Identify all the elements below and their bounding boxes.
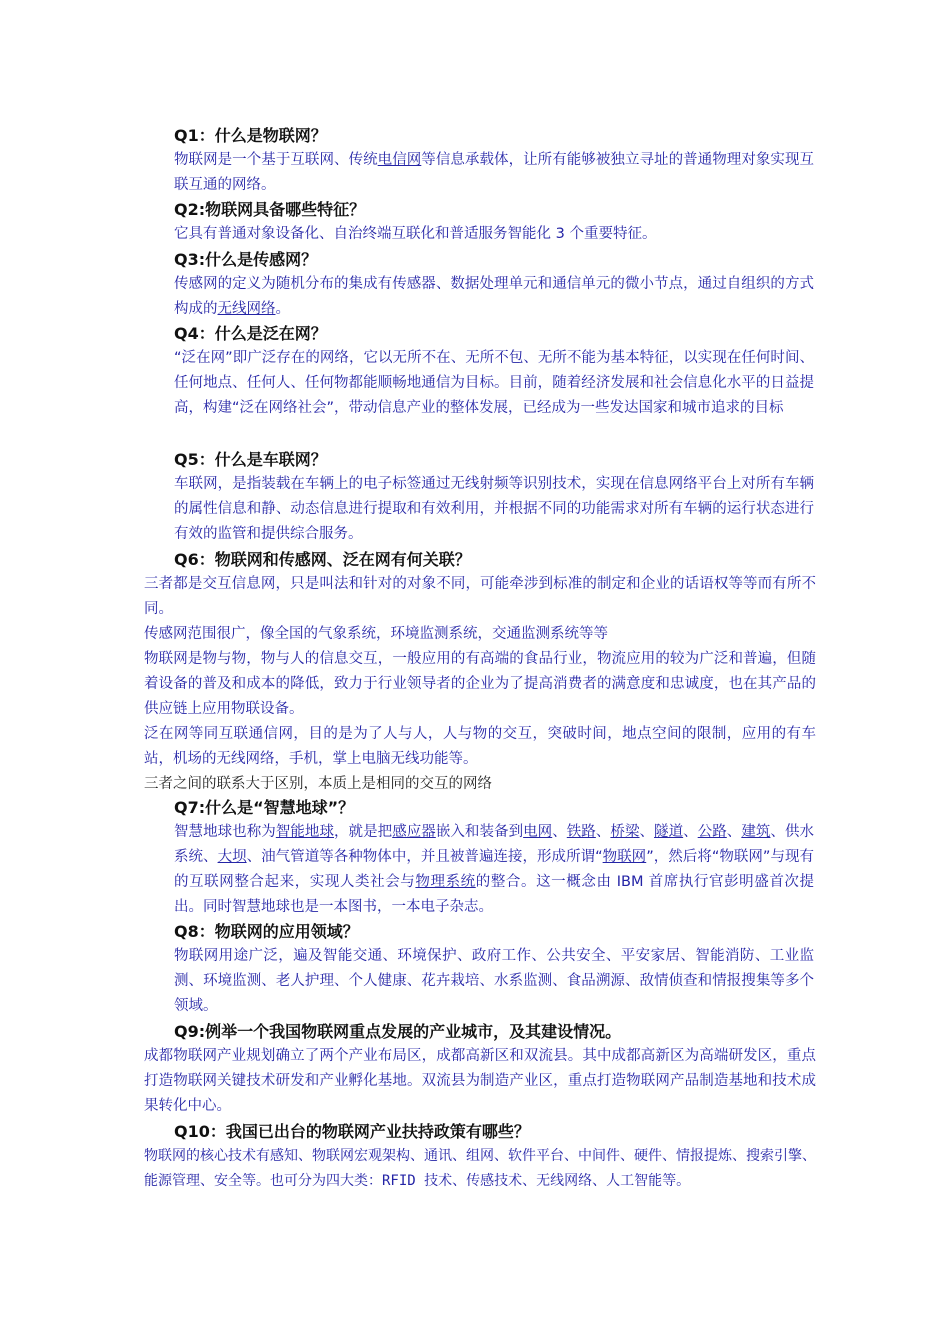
answer-7 xyxy=(174,820,814,920)
answer-7-text-11: ”，然后将“物联网”与现有的互联网整合起来，实现人类社会与 xyxy=(174,849,815,890)
link-physical-system[interactable]: 物理系统 xyxy=(415,874,476,890)
question-9: Q9:例举一个我国物联网重点发展的产业城市，及其建设情况。 xyxy=(174,1022,622,1041)
link-iot[interactable]: 物联网 xyxy=(602,849,647,865)
answer-7-text-8: 、 xyxy=(726,824,742,840)
question-2: Q2:物联网具备哪些特征？ xyxy=(174,200,366,219)
question-5: Q5：什么是车联网？ xyxy=(174,450,327,469)
answer-3-text: 传感网的定义为随机分布的集成有传感器、数据处理单元和通信单元的微小节点，通过自组织的方式构成的 xyxy=(174,276,814,317)
question-4: Q4：什么是泛在网？ xyxy=(174,324,327,343)
answer-6-para-5: 三者之间的联系大于区别，本质上是相同的交互的网络 xyxy=(144,776,492,792)
link-sensor[interactable]: 感应器 xyxy=(392,824,436,840)
link-railway[interactable]: 铁路 xyxy=(566,824,596,840)
answer-6-para-1: 三者都是交互信息网，只是叫法和针对的对象不同，可能牵涉到标准的制定和企业的话语权等等而有所不同。 xyxy=(144,576,816,617)
question-1: Q1：什么是物联网？ xyxy=(174,126,327,145)
link-building[interactable]: 建筑 xyxy=(741,824,771,840)
question-6: Q6：物联网和传感网、泛在网有何关联？ xyxy=(174,550,471,569)
answer-10: 物联网的核心技术有感知、物联网宏观架构、通讯、组网、软件平台、中间件、硬件、情报提炼、搜索引擎、能源管理、安全等。也可分为四大类：RFID 技术、传感技术、无线网络、人工智能等。 xyxy=(144,1148,816,1189)
answer-7-text-6: 、 xyxy=(639,824,655,840)
answer-7-text-4: 、 xyxy=(552,824,567,840)
answer-7-text-5: 、 xyxy=(595,824,611,840)
link-dam[interactable]: 大坝 xyxy=(217,849,247,865)
answer-7-text-3: 嵌入和装备到 xyxy=(435,824,524,840)
answer-7-text-1: 智慧地球也称为 xyxy=(174,824,276,840)
question-10: Q10：我国已出台的物联网产业扶持政策有哪些？ xyxy=(174,1122,530,1141)
link-bridge[interactable]: 桥梁 xyxy=(610,824,640,840)
link-smart-earth[interactable]: 智能地球 xyxy=(275,824,335,840)
answer-2: 它具有普通对象设备化、自治终端互联化和普适服务智能化 3 个重要特征。 xyxy=(174,226,657,242)
answer-7-text-2: ，就是把 xyxy=(334,824,393,840)
answer-7-text-7: 、 xyxy=(683,824,698,840)
answer-6-para-3: 物联网是物与物，物与人的信息交互，一般应用的有高端的食品行业，物流应用的较为广泛和普遍，但随着设备的普及和成本的降低，致力于行业领导者的企业为了提高消费者的满意度和忠诚度，也在其产品的供应链上应用物联设备。 xyxy=(144,651,816,717)
answer-3-tail: 。 xyxy=(275,301,290,317)
link-tunnel[interactable]: 隧道 xyxy=(654,824,684,840)
question-8: Q8：物联网的应用领域？ xyxy=(174,922,359,941)
answer-5: 车联网，是指装载在车辆上的电子标签通过无线射频等识别技术，实现在信息网络平台上对所有车辆的属性信息和静、动态信息进行提取和有效利用，并根据不同的功能需求对所有车辆的运行状态进行有效的监管和提供综合服务。 xyxy=(174,476,814,542)
link-power-grid[interactable]: 电网 xyxy=(523,824,553,840)
answer-7-text-12: 的整合。这一概念由 IBM 首席执行官彭明盛首次提出。同时智慧地球也是一本图书，一本电子杂志。 xyxy=(174,874,815,915)
answer-3 xyxy=(174,272,814,322)
question-3: Q3:什么是传感网？ xyxy=(174,250,318,269)
answer-1-text: 物联网是一个基于互联网、传统 xyxy=(174,152,378,168)
answer-6-para-2: 传感网范围很广，像全国的气象系统，环境监测系统，交通监测系统等等 xyxy=(144,626,608,642)
link-highway[interactable]: 公路 xyxy=(697,824,727,840)
answer-9: 成都物联网产业规划确立了两个产业布局区，成都高新区和双流县。其中成都高新区为高端研发区，重点打造物联网关键技术研发和产业孵化基地。双流县为制造产业区，重点打造物联网产品制造基地和技术成果转化中心。 xyxy=(144,1048,816,1114)
answer-1 xyxy=(174,148,814,198)
answer-7-text-10: 、油气管道等各种物体中，并且被普遍连接，形成所谓“ xyxy=(246,849,603,865)
link-wireless-network[interactable]: 无线网络 xyxy=(217,301,276,317)
answer-1-tail: 等信息承载体，让所有能够被独立寻址的普通物理对象实现互联互通的网络。 xyxy=(174,152,815,193)
link-telecom-network[interactable]: 电信网 xyxy=(377,152,422,168)
answer-7-text-9: 、供水系统、 xyxy=(174,824,815,865)
answer-4: “泛在网”即广泛存在的网络，它以无所不在、无所不包、无所不能为基本特征，以实现在任何时间、任何地点、任何人、任何物都能顺畅地通信为目标。目前，随着经济发展和社会信息化水平的日益提高，构建“泛在网络社会”，带动信息产业的整体发展，已经成为一些发达国家和城市追求的目标 xyxy=(174,350,814,416)
answer-6-para-4: 泛在网等同互联通信网，目的是为了人与人，人与物的交互，突破时间，地点空间的限制，应用的有车站，机场的无线网络，手机，掌上电脑无线功能等。 xyxy=(144,726,816,767)
question-7: Q7:什么是“智慧地球”？ xyxy=(174,798,355,817)
answer-8: 物联网用途广泛，遍及智能交通、环境保护、政府工作、公共安全、平安家居、智能消防、工业监测、环境监测、老人护理、个人健康、花卉栽培、水系监测、食品溯源、敌情侦查和情报搜集等多个领域。 xyxy=(174,948,814,1014)
